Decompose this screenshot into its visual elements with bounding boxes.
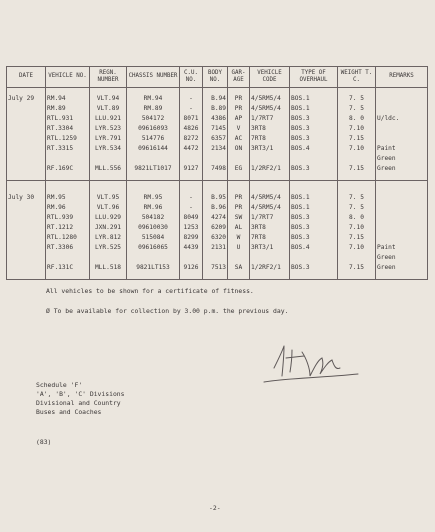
empty-cell: [7, 273, 46, 280]
garage-cell: PR: [228, 104, 250, 114]
type-of-overhaul-cell: BOS.3: [290, 114, 338, 124]
cu-no-cell: 8272: [180, 134, 203, 144]
vehicle-code-cell: 1/7RT7: [250, 213, 290, 223]
weight-cell: 7. 5: [338, 94, 376, 104]
regn-number-cell: JXN.291: [90, 223, 127, 233]
remarks-cell: [376, 233, 428, 243]
page-number: -2-: [209, 504, 221, 512]
remarks-cell: U/ldc.: [376, 114, 428, 124]
signature-image: [258, 338, 378, 386]
date-cell: [7, 213, 46, 223]
vehicle-no-cell: RTL.931: [46, 114, 90, 124]
type-of-overhaul-cell: BOS.3: [290, 213, 338, 223]
vehicle-code-cell: 3RT3/1: [250, 144, 290, 154]
date-cell: [7, 253, 46, 263]
empty-cell: [376, 273, 428, 280]
schedule-line: 'A', 'B', 'C' Divisions: [36, 390, 125, 398]
vehicle-code-cell: 4/5RM5/4: [250, 94, 290, 104]
remarks-cell: Paint: [376, 144, 428, 154]
chassis-number-cell: 09616144: [127, 144, 180, 154]
garage-cell: SA: [228, 263, 250, 273]
table-row: [7, 134, 428, 144]
body-no-cell: 7145: [203, 124, 228, 134]
body-no-cell: 2134: [203, 144, 228, 154]
empty-cell: [338, 273, 376, 280]
garage-cell: ON: [228, 144, 250, 154]
empty-cell: [228, 273, 250, 280]
body-no-cell: 2131: [203, 243, 228, 253]
vehicle-code-cell: 4/5RM5/4: [250, 104, 290, 114]
body-no-cell: B.89: [203, 104, 228, 114]
weight-cell: [338, 154, 376, 164]
regn-number-cell: [90, 154, 127, 164]
cu-no-cell: [180, 253, 203, 263]
remarks-cell: Paint: [376, 243, 428, 253]
schedule-line: Schedule 'F': [36, 381, 83, 389]
vehicle-code-cell: 1/2RF2/1: [250, 164, 290, 174]
garage-cell: V: [228, 124, 250, 134]
header-cu-no: C.U. NO.: [180, 67, 203, 88]
weight-cell: 7.15: [338, 263, 376, 273]
regn-number-cell: VLT.94: [90, 94, 127, 104]
header-chassis-number: CHASSIS NUMBER: [127, 67, 180, 88]
vehicle-no-cell: RT.3306: [46, 243, 90, 253]
table-row: [7, 263, 428, 273]
header-vehicle-code: VEHICLE CODE: [250, 67, 290, 88]
table-body: [7, 88, 428, 280]
type-of-overhaul-cell: BOS.3: [290, 124, 338, 134]
collection-note: Ø To be available for collection by 3.00 p.m. the previous day.: [46, 307, 289, 315]
body-no-cell: 4274: [203, 213, 228, 223]
garage-cell: PR: [228, 203, 250, 213]
table-row: [7, 124, 428, 134]
cu-no-cell: 8071: [180, 114, 203, 124]
vehicle-code-cell: 7RT8: [250, 233, 290, 243]
chassis-number-cell: 09616065: [127, 243, 180, 253]
chassis-number-cell: 09610030: [127, 223, 180, 233]
cu-no-cell: 4472: [180, 144, 203, 154]
vehicle-no-cell: [46, 253, 90, 263]
regn-number-cell: LLU.921: [90, 114, 127, 124]
date-cell: [7, 164, 46, 174]
type-of-overhaul-cell: BOS.3: [290, 223, 338, 233]
type-of-overhaul-cell: BOS.1: [290, 94, 338, 104]
empty-cell: [250, 273, 290, 280]
chassis-number-cell: 515084: [127, 233, 180, 243]
weight-cell: 7. 5: [338, 193, 376, 203]
type-of-overhaul-cell: BOS.3: [290, 164, 338, 174]
vehicle-no-cell: RF.131C: [46, 263, 90, 273]
type-of-overhaul-cell: [290, 154, 338, 164]
remarks-cell: Green: [376, 253, 428, 263]
garage-cell: AL: [228, 223, 250, 233]
chassis-number-cell: [127, 154, 180, 164]
cu-no-cell: 9126: [180, 263, 203, 273]
date-cell: July 30: [7, 193, 46, 203]
weight-cell: 8. 0: [338, 213, 376, 223]
vehicle-code-cell: 7RT8: [250, 134, 290, 144]
regn-number-cell: LYR.525: [90, 243, 127, 253]
table-row: [7, 144, 428, 154]
date-cell: [7, 124, 46, 134]
remarks-cell: Green: [376, 154, 428, 164]
type-of-overhaul-cell: BOS.3: [290, 263, 338, 273]
cu-no-cell: [180, 154, 203, 164]
cu-no-cell: -: [180, 94, 203, 104]
certificate-note: All vehicles to be shown for a certificate of fitness.: [46, 287, 254, 295]
header-vehicle-no: VEHICLE NO.: [46, 67, 90, 88]
regn-number-cell: VLT.95: [90, 193, 127, 203]
cu-no-cell: 8299: [180, 233, 203, 243]
cu-no-cell: -: [180, 203, 203, 213]
date-cell: [7, 243, 46, 253]
chassis-number-cell: [127, 253, 180, 263]
date-cell: [7, 144, 46, 154]
spacer-row: [7, 273, 428, 280]
weight-cell: 7.10: [338, 223, 376, 233]
weight-cell: 8. 0: [338, 114, 376, 124]
table-row: [7, 154, 428, 164]
regn-number-cell: LYR.534: [90, 144, 127, 154]
regn-number-cell: MLL.518: [90, 263, 127, 273]
table-row: [7, 243, 428, 253]
body-no-cell: 6357: [203, 134, 228, 144]
vehicle-no-cell: RM.89: [46, 104, 90, 114]
vehicle-code-cell: 4/5RM5/4: [250, 203, 290, 213]
regn-number-cell: VLT.89: [90, 104, 127, 114]
remarks-cell: [376, 134, 428, 144]
vehicle-code-cell: 1/2RF2/1: [250, 263, 290, 273]
chassis-number-cell: 09616093: [127, 124, 180, 134]
vehicle-code-cell: 3RT8: [250, 124, 290, 134]
date-cell: [7, 263, 46, 273]
header-regn-number: REGN. NUMBER: [90, 67, 127, 88]
vehicle-no-cell: RM.95: [46, 193, 90, 203]
empty-cell: [127, 273, 180, 280]
garage-cell: PR: [228, 94, 250, 104]
reference-code: (83): [36, 438, 52, 446]
header-body-no: BODY NO.: [203, 67, 228, 88]
remarks-cell: Green: [376, 263, 428, 273]
remarks-cell: [376, 94, 428, 104]
vehicle-code-cell: 1/7RT7: [250, 114, 290, 124]
body-no-cell: 7498: [203, 164, 228, 174]
remarks-cell: [376, 223, 428, 233]
body-no-cell: B.94: [203, 94, 228, 104]
header-type-of-overhaul: TYPE OF OVERHAUL: [290, 67, 338, 88]
schedule-line: Buses and Coaches: [36, 408, 102, 416]
regn-number-cell: [90, 253, 127, 263]
table-row: [7, 104, 428, 114]
chassis-number-cell: RM.94: [127, 94, 180, 104]
table-row: [7, 114, 428, 124]
remarks-cell: [376, 203, 428, 213]
weight-cell: 7.10: [338, 243, 376, 253]
header-weight: WEIGHT T. C.: [338, 67, 376, 88]
type-of-overhaul-cell: BOS.3: [290, 134, 338, 144]
empty-cell: [180, 273, 203, 280]
weight-cell: 7.10: [338, 124, 376, 134]
regn-number-cell: LYR.791: [90, 134, 127, 144]
vehicle-no-cell: RTL.939: [46, 213, 90, 223]
garage-cell: PR: [228, 193, 250, 203]
vehicle-no-cell: RT.3304: [46, 124, 90, 134]
cu-no-cell: 9127: [180, 164, 203, 174]
chassis-number-cell: 9821LT153: [127, 263, 180, 273]
weight-cell: 7.15: [338, 164, 376, 174]
type-of-overhaul-cell: BOS.4: [290, 144, 338, 154]
header-garage: GAR- AGE: [228, 67, 250, 88]
remarks-cell: [376, 193, 428, 203]
weight-cell: 7. 5: [338, 203, 376, 213]
table-row: [7, 213, 428, 223]
vehicle-no-cell: RT.3315: [46, 144, 90, 154]
cu-no-cell: 1253: [180, 223, 203, 233]
weight-cell: [338, 253, 376, 263]
chassis-number-cell: RM.96: [127, 203, 180, 213]
table-row: [7, 164, 428, 174]
vehicle-no-cell: RTL.1259: [46, 134, 90, 144]
table-row: [7, 193, 428, 203]
type-of-overhaul-cell: BOS.1: [290, 104, 338, 114]
body-no-cell: 6320: [203, 233, 228, 243]
vehicle-no-cell: RTL.1280: [46, 233, 90, 243]
vehicle-no-cell: RF.169C: [46, 164, 90, 174]
weight-cell: 7.15: [338, 134, 376, 144]
cu-no-cell: 4439: [180, 243, 203, 253]
garage-cell: SW: [228, 213, 250, 223]
date-cell: [7, 134, 46, 144]
garage-cell: W: [228, 233, 250, 243]
chassis-number-cell: 9821LT1017: [127, 164, 180, 174]
regn-number-cell: LYR.523: [90, 124, 127, 134]
regn-number-cell: VLT.96: [90, 203, 127, 213]
empty-cell: [290, 273, 338, 280]
vehicle-no-cell: RM.96: [46, 203, 90, 213]
type-of-overhaul-cell: BOS.1: [290, 193, 338, 203]
vehicle-code-cell: 3RT8: [250, 223, 290, 233]
schedule-line: Divisional and Country: [36, 399, 121, 407]
vehicle-schedule-table: [6, 66, 428, 280]
date-cell: [7, 223, 46, 233]
garage-cell: [228, 253, 250, 263]
body-no-cell: [203, 154, 228, 164]
regn-number-cell: LYR.812: [90, 233, 127, 243]
vehicle-no-cell: [46, 154, 90, 164]
table-row: [7, 253, 428, 263]
body-no-cell: 6209: [203, 223, 228, 233]
body-no-cell: 4386: [203, 114, 228, 124]
chassis-number-cell: 504172: [127, 114, 180, 124]
body-no-cell: B.96: [203, 203, 228, 213]
table-row: [7, 203, 428, 213]
body-no-cell: B.95: [203, 193, 228, 203]
vehicle-code-cell: [250, 154, 290, 164]
regn-number-cell: LLU.929: [90, 213, 127, 223]
table-header-row: [7, 67, 428, 88]
garage-cell: EG: [228, 164, 250, 174]
cu-no-cell: -: [180, 193, 203, 203]
regn-number-cell: MLL.556: [90, 164, 127, 174]
vehicle-code-cell: 3RT3/1: [250, 243, 290, 253]
empty-cell: [46, 273, 90, 280]
remarks-cell: [376, 124, 428, 134]
type-of-overhaul-cell: [290, 253, 338, 263]
chassis-number-cell: 514776: [127, 134, 180, 144]
weight-cell: 7. 5: [338, 104, 376, 114]
body-no-cell: [203, 253, 228, 263]
date-cell: July 29: [7, 94, 46, 104]
vehicle-no-cell: RT.1212: [46, 223, 90, 233]
remarks-cell: [376, 213, 428, 223]
cu-no-cell: -: [180, 104, 203, 114]
date-cell: [7, 104, 46, 114]
date-cell: [7, 233, 46, 243]
garage-cell: AC: [228, 134, 250, 144]
body-no-cell: 7513: [203, 263, 228, 273]
schedule-block: [36, 381, 125, 417]
table-row: [7, 233, 428, 243]
garage-cell: AP: [228, 114, 250, 124]
garage-cell: U: [228, 243, 250, 253]
header-remarks: REMARKS: [376, 67, 428, 88]
date-cell: [7, 203, 46, 213]
remarks-cell: Green: [376, 164, 428, 174]
vehicle-code-cell: 4/5RM5/4: [250, 193, 290, 203]
date-cell: [7, 154, 46, 164]
chassis-number-cell: RM.95: [127, 193, 180, 203]
cu-no-cell: 8049: [180, 213, 203, 223]
cu-no-cell: 4826: [180, 124, 203, 134]
weight-cell: 7.10: [338, 144, 376, 154]
header-date: DATE: [7, 67, 46, 88]
chassis-number-cell: 504182: [127, 213, 180, 223]
empty-cell: [203, 273, 228, 280]
garage-cell: [228, 154, 250, 164]
empty-cell: [90, 273, 127, 280]
chassis-number-cell: RM.89: [127, 104, 180, 114]
type-of-overhaul-cell: BOS.3: [290, 233, 338, 243]
type-of-overhaul-cell: BOS.4: [290, 243, 338, 253]
vehicle-code-cell: [250, 253, 290, 263]
date-cell: [7, 114, 46, 124]
table-row: [7, 223, 428, 233]
type-of-overhaul-cell: BOS.1: [290, 203, 338, 213]
remarks-cell: [376, 104, 428, 114]
table-row: [7, 94, 428, 104]
vehicle-no-cell: RM.94: [46, 94, 90, 104]
weight-cell: 7.15: [338, 233, 376, 243]
